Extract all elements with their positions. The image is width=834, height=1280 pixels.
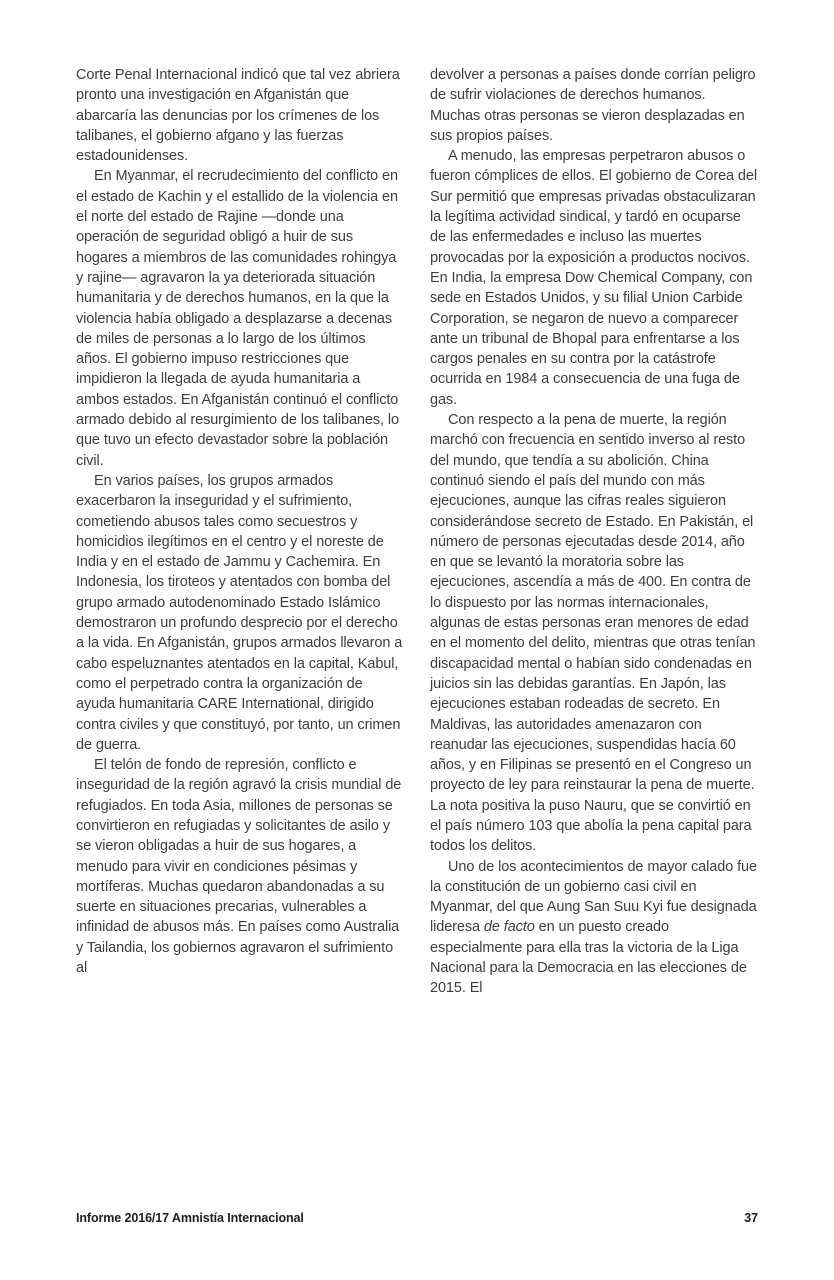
right-column [430, 65, 758, 999]
left-column [76, 65, 404, 999]
paragraph: Corte Penal Internacional indicó que tal vez abriera pronto una investigación en Afganistán que abarcaría las denuncias por los crímenes de los talibanes, el gobierno afgano y las fuerzas estadounidenses. [76, 67, 400, 165]
paragraph: En varios países, los grupos armados exacerbaron la inseguridad y el sufrimiento, cometiendo abusos tales como secuestros y homicidios ilegítimos en el centro y el noreste de India y en el estado de Jammu y Cachemira. En Indonesia, los tiroteos y atentados con bomba del grupo armado autodenominado Estado Islámico demostraron un profundo desprecio por el derecho a la vida. En Afganistán, grupos armados llevaron a cabo espeluznantes atentados en la capital, Kabul, como el perpetrado contra la organización de ayuda humanitaria CARE International, dirigido contra civiles y que constituyó, por tanto, un crimen de guerra. [76, 472, 403, 753]
paragraph [430, 857, 758, 999]
paragraph: Con respecto a la pena de muerte, la región marchó con frecuencia en sentido inverso al resto del mundo, que tendía a su abolición. China continuó siendo el país del mundo con más ejecuciones, aunque las cifras reales siguieron considerándose secreto de Estado. En Pakistán, el número de personas ejecutadas desde 2014, año en que se levantó la moratoria sobre las ejecuciones, ascendía a más de 400. En contra de lo dispuesto por las normas internacionales, algunas de estas personas eran menores de edad en el momento del delito, mientras que otras tenían discapacidad mental o habían sido condenadas en juicios sin las debidas garantías. En Japón, las ejecuciones estaban rodeadas de secreto. En Maldivas, las autoridades amenazaron con reanudar las ejecuciones, suspendidas hacía 60 años, y en Filipinas se presentó en el Congreso un proyecto de ley para reinstaurar la pena de muerte. La nota positiva la puso Nauru, que se convirtió en el país número 103 que abolía la pena capital para todos los delitos. [430, 412, 756, 855]
italic-phrase: de facto [483, 919, 535, 936]
paragraph: devolver a personas a países donde corrían peligro de sufrir violaciones de derechos humanos. Muchas otras personas se vieron desplazadas en sus propios países. [430, 67, 756, 144]
paragraph: En Myanmar, el recrudecimiento del conflicto en el estado de Kachin y el estallido de la violencia en el norte del estado de Rajine —donde una operación de seguridad obligó a huir de sus hogares a miembros de las comunidades rohingya y rajine— agravaron la ya deteriorada situación humanitaria y de derechos humanos, en la que la violencia había obligado a desplazarse a decenas de miles de personas a lo largo de los últimos años. El gobierno impuso restricciones que impidieron la llegada de ayuda humanitaria a ambos estados. En Afganistán continuó el conflicto armado debido al resurgimiento de los talibanes, lo que tuvo un efecto devastador sobre la población civil. [76, 168, 399, 469]
paragraph: A menudo, las empresas perpetraron abusos o fueron cómplices de ellos. El gobierno de Corea del Sur permitió que empresas privadas obstaculizaran la legítima actividad sindical, y tardó en ocuparse de las enfermedades e incluso las muertes provocadas por la exposición a productos nocivos. En India, la empresa Dow Chemical Company, con sede en Estados Unidos, y su filial Union Carbide Corporation, se negaron de nuevo a comparecer ante un tribunal de Bhopal para enfrentarse a los cargos penales en su contra por la catástrofe ocurrida en 1984 a consecuencia de una fuga de gas. [430, 148, 757, 408]
page-footer [76, 1211, 758, 1225]
paragraph-text: en un puesto creado especialmente para ella tras la victoria de la Liga Nacional para la Democracia en las elecciones de 2015. El [430, 919, 747, 997]
page-number: 37 [744, 1211, 758, 1225]
paragraph: El telón de fondo de represión, conflicto e inseguridad de la región agravó la crisis mundial de refugiados. En toda Asia, millones de personas se convirtieron en refugiadas y solicitantes de asilo y se vieron obligadas a huir de sus hogares, a menudo para vivir en condiciones pésimas y mortíferas. Muchas quedaron abandonadas a su suerte en situaciones precarias, vulnerables a infinidad de abusos más. En países como Australia y Tailandia, los gobiernos agravaron el sufrimiento al [76, 757, 402, 977]
page-content [76, 65, 758, 999]
paragraph-text: Uno de los acontecimientos de mayor calado fue la constitución de un gobierno casi civil en Myanmar, del que Aung San Suu Kyi fue designada lideresa [430, 858, 757, 936]
footer-report-title: Informe 2016/17 Amnistía Internacional [76, 1211, 304, 1225]
